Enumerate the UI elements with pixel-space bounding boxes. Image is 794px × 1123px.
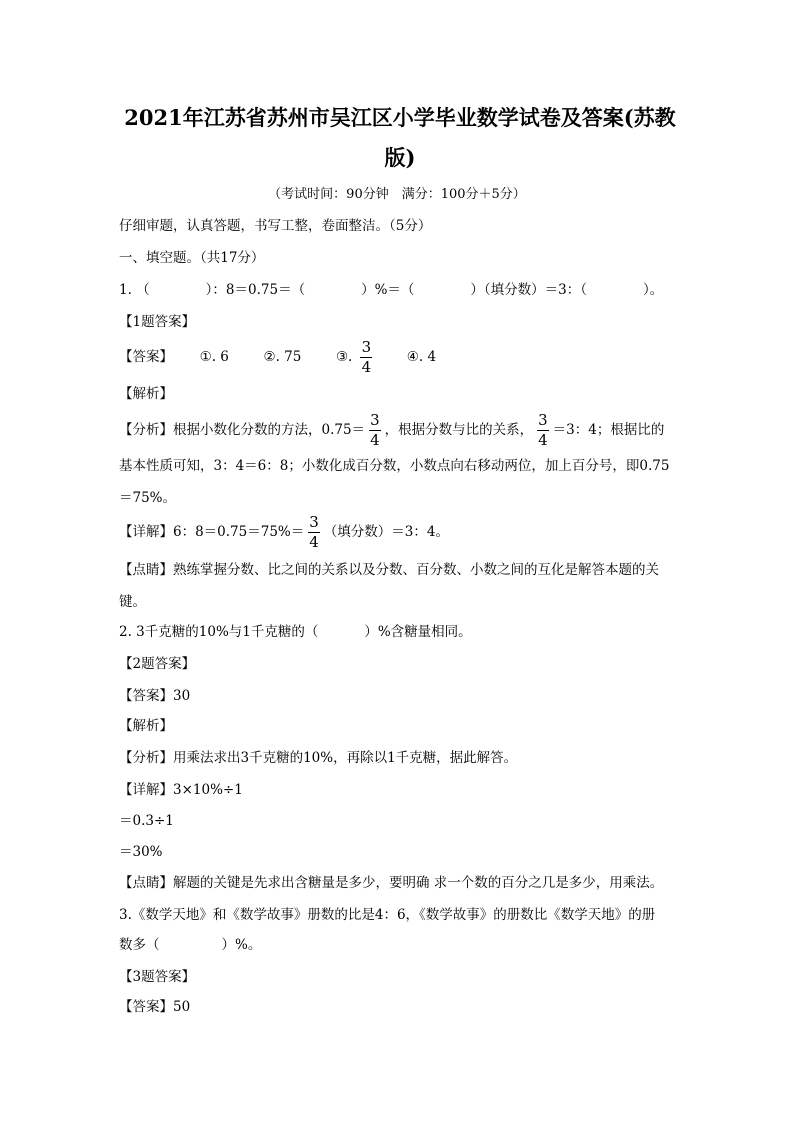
q1-stem-part: ）。 [643,282,664,298]
fenxi-text: ＝3：4；根据比的 [552,422,665,438]
q1-stem-part: ）（填分数）＝3：（ [470,282,587,298]
q1-stem-part: ）：8＝0.75＝（ [205,282,306,298]
fraction-denominator: 4 [538,431,548,449]
document-title-line1: 2021年江苏省苏州市吴江区小学毕业数学试卷及答案(苏教 [124,105,676,130]
fraction-three-quarters [307,515,321,550]
q1-fenxi-line1 [119,410,664,450]
q3-stem-part: 数多（ [119,937,160,953]
q1-fenxi-line3: ＝75%。 [119,490,177,506]
q2-analysis-heading: 【解析】 [119,718,173,734]
q2-stem-part: ）%含糖量相同。 [364,624,472,640]
question-2-stem [119,622,472,642]
q2-dianjing: 【点睛】解题的关键是先求出含糖量是多少，要明确 求一个数的百分之几是多少，用乘法。 [119,875,664,891]
fenxi-text: ，根据分数与比的关系， [384,422,534,438]
document-title-line2: 版) [384,145,416,170]
question-3-stem-line1: 3.《数学天地》和《数学故事》册数的比是4：6，《数学故事》的册数比《数学天地》的册 [119,907,656,923]
q3-answer-heading: 【3题答案】 [119,969,196,985]
q2-xiangjie: 【详解】3×10%÷1 [119,782,243,798]
fraction-denominator: 4 [361,358,372,376]
q1-stem-part: 1. （ [119,282,150,298]
answer-item: ③. [335,349,353,365]
q2-step: ＝30% [119,844,163,860]
fenxi-text: 【分析】根据小数化分数的方法，0.75＝ [119,422,366,438]
fraction-three-quarters [368,413,382,448]
exam-info: （考试时间：90分钟 满分：100分＋5分） [268,187,526,202]
q2-answer: 【答案】30 [119,688,191,704]
fraction-numerator: 3 [309,513,319,531]
answer-item: ④. 4 [406,349,437,365]
q1-dianjing-line1: 【点睛】熟练掌握分数、比之间的关系以及分数、百分数、小数之间的互化是解答本题的关 [119,562,659,578]
fraction-denominator: 4 [309,533,319,551]
q1-dianjing-line2: 键。 [119,594,146,610]
q2-answer-heading: 【2题答案】 [119,656,196,672]
answer-item: ①. 6 [199,349,229,365]
instruction-text: 仔细审题，认真答题，书写工整，卷面整洁。（5分） [119,218,432,234]
q1-xiangjie-line [119,512,449,552]
section-heading: 一、填空题。（共17分） [119,250,265,266]
answer-label: 【答案】 [119,349,173,365]
q2-stem-part: 2. 3千克糖的10%与1千克糖的（ [119,624,319,640]
question-1-stem [119,280,663,300]
fraction-three-quarters [536,413,550,448]
q3-answer: 【答案】50 [119,999,191,1015]
answer-item: ②. 75 [263,349,302,365]
q1-stem-part: ）%＝（ [361,282,415,298]
q1-analysis-heading: 【解析】 [119,386,173,402]
fraction-numerator: 3 [361,338,372,356]
q1-answer-line [119,337,436,377]
q3-stem-part: ）%。 [221,937,262,953]
question-3-stem-line2 [119,935,261,955]
fraction-denominator: 4 [370,431,380,449]
fraction-numerator: 3 [370,411,380,429]
xiangjie-text: 【详解】6：8＝0.75＝75%＝ [119,524,305,540]
fraction-numerator: 3 [538,411,548,429]
q2-fenxi: 【分析】用乘法求出3千克糖的10%，再除以1千克糖，据此解答。 [119,750,518,766]
xiangjie-text: （填分数）＝3：4。 [323,524,449,540]
q1-fenxi-line2: 基本性质可知，3：4＝6：8；小数化成百分数，小数点向右移动两位，加上百分号，即0.75 [119,458,670,474]
fraction-three-quarters [360,340,374,375]
q2-step: ＝0.3÷1 [119,813,174,829]
q1-answer-heading: 【1题答案】 [119,314,196,330]
